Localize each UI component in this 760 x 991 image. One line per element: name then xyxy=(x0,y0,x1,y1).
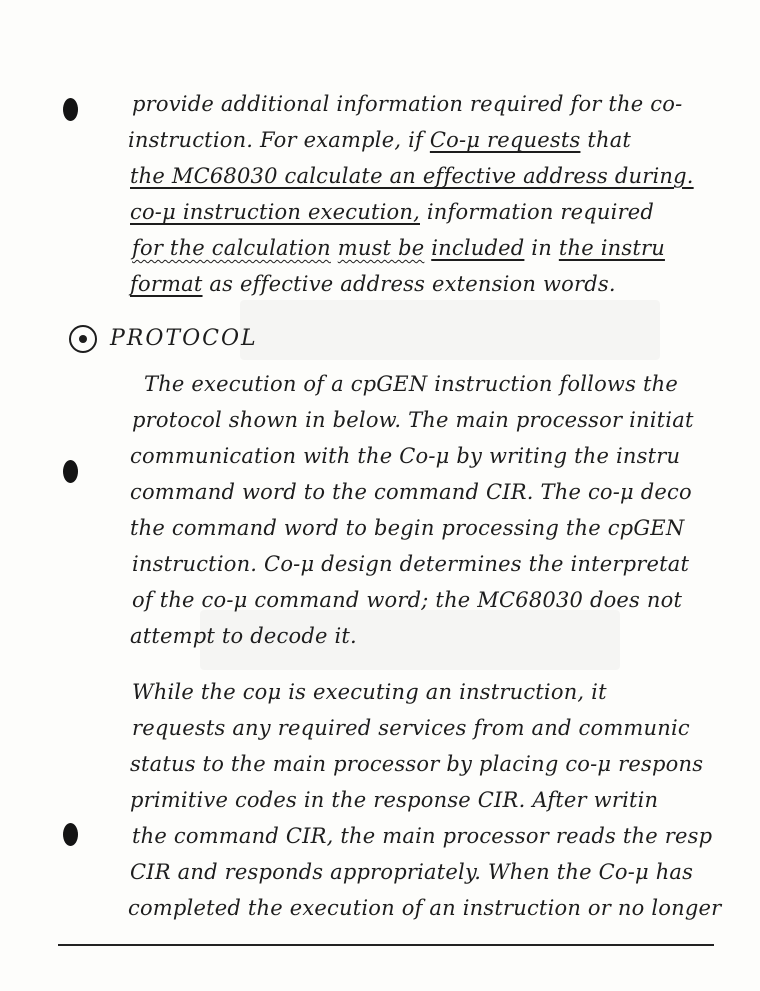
binder-hole-bottom xyxy=(63,823,78,846)
text-line: attempt to decode it. xyxy=(130,624,357,648)
text-line: provide additional information required for the co- xyxy=(132,92,683,116)
text-line: primitive codes in the response CIR. After writin xyxy=(130,788,659,812)
text-line: instruction. Co-μ design determines the interpretat xyxy=(132,552,690,576)
text-line: The execution of a cpGEN instruction follows the xyxy=(144,372,678,396)
wavy-underlined-phrase: for the calculation xyxy=(132,236,331,260)
text-line xyxy=(130,200,654,224)
text-line: the command word to begin processing the cpGEN xyxy=(130,516,685,540)
text-line xyxy=(130,272,616,296)
underlined-phrase: the instru xyxy=(558,236,665,260)
underlined-phrase: format xyxy=(130,272,203,296)
text-line: of the co-μ command word; the MC68030 does not xyxy=(132,588,683,612)
text-fragment: in xyxy=(531,236,552,260)
underlined-phrase: included xyxy=(431,236,525,260)
circled-bullet-icon xyxy=(69,325,97,353)
text-line: command word to the command CIR. The co-μ deco xyxy=(130,480,692,504)
text-line: CIR and responds appropriately. When the Co-μ has xyxy=(130,860,694,884)
text-fragment: as effective address extension words. xyxy=(209,272,616,296)
underlined-phrase: co-μ instruction execution, xyxy=(130,200,420,224)
text-line: requests any required services from and communic xyxy=(132,716,690,740)
text-fragment: that xyxy=(587,128,632,152)
binder-hole-middle xyxy=(63,460,78,483)
text-line: completed the execution of an instruction or no longer xyxy=(128,896,722,920)
underlined-line: the MC68030 calculate an effective address during. xyxy=(130,164,694,188)
text-line: protocol shown in below. The main processor initiat xyxy=(132,408,694,432)
binder-hole-top xyxy=(63,98,78,121)
bullet-dot xyxy=(79,335,87,343)
text-fragment: information required xyxy=(426,200,655,224)
text-line: the command CIR, the main processor reads the resp xyxy=(132,824,713,848)
text-line: communication with the Co-μ by writing the instru xyxy=(130,444,681,468)
wavy-underlined-phrase: must be xyxy=(337,236,425,260)
text-line xyxy=(132,236,665,260)
scan-smudge xyxy=(240,300,660,360)
section-heading: PROTOCOL xyxy=(110,326,258,351)
text-line: While the coμ is executing an instruction, it xyxy=(132,680,607,704)
underlined-phrase: Co-μ requests xyxy=(429,128,581,152)
bottom-rule xyxy=(58,944,714,946)
text-line xyxy=(128,128,631,152)
text-line: status to the main processor by placing co-μ respons xyxy=(130,752,704,776)
text-fragment: instruction. For example, if xyxy=(128,128,423,152)
